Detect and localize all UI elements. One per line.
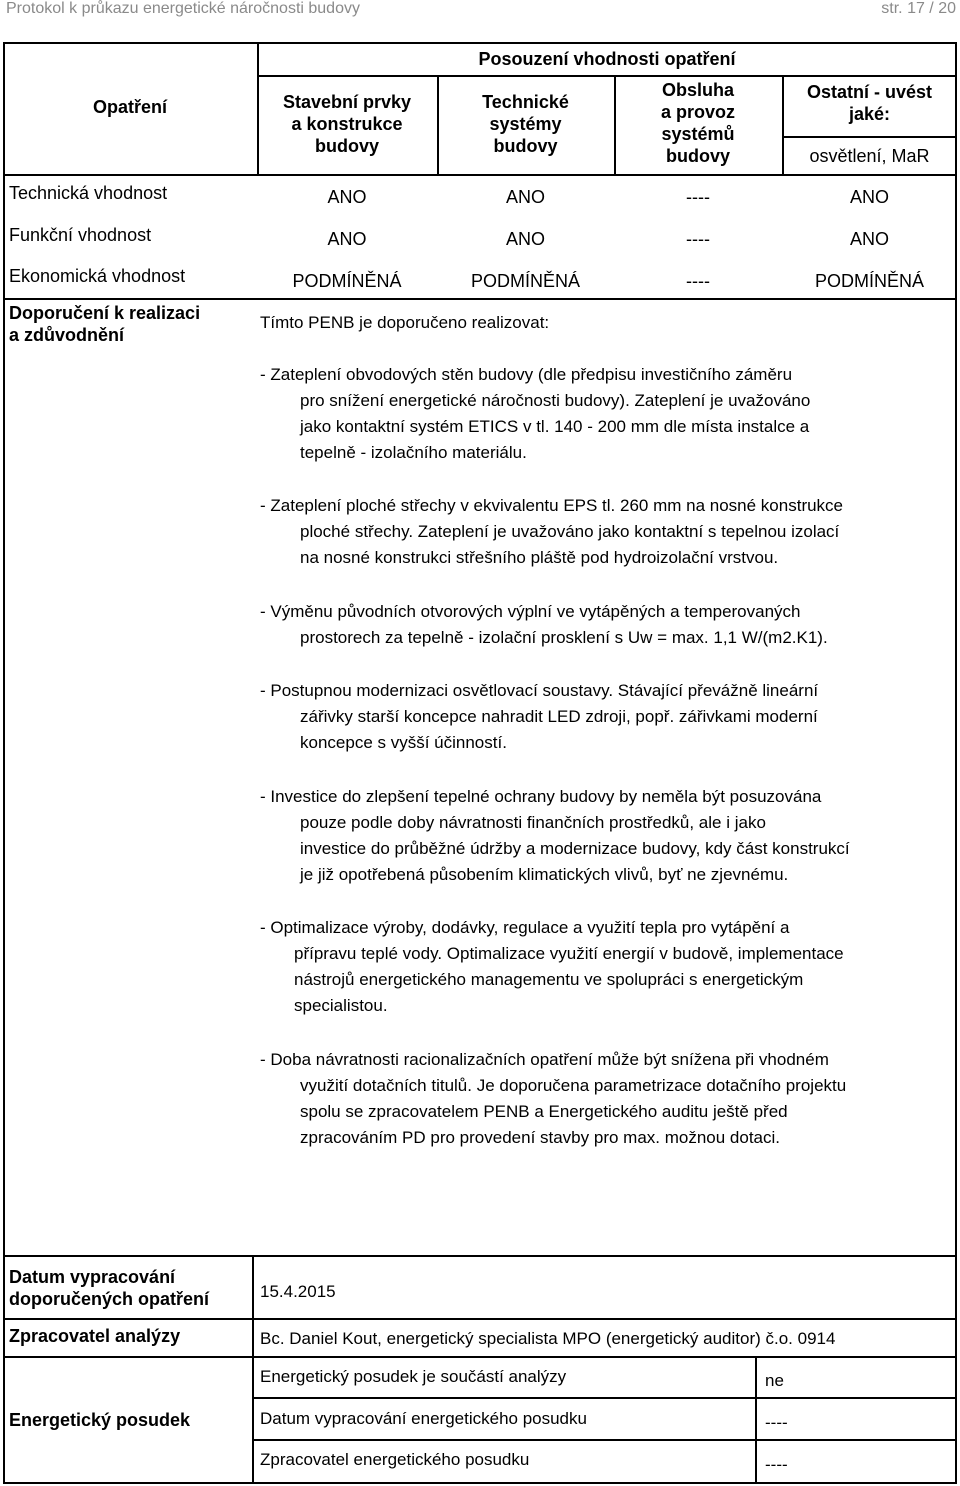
posudek-row-value: ---- xyxy=(765,1413,788,1432)
header-posouzeni: Posouzení vhodnosti opatření xyxy=(478,49,736,69)
recommendation-line: zářivky starší koncepce nahradit LED zdroji, popř. zářivkami moderní xyxy=(300,707,818,726)
posudek-row-value: ---- xyxy=(765,1455,788,1474)
recommendation-line: - Zateplení obvodových stěn budovy (dle předpisu investičního záměru xyxy=(260,365,793,384)
posudek-row-label: Datum vypracování energetického posudku xyxy=(260,1409,587,1428)
cell-value: ANO xyxy=(327,229,367,249)
recommendation-line: investice do průběžné údržby a modernizace budovy, kdy část konstrukcí xyxy=(300,839,850,858)
posudek-row-label: Energetický posudek je součástí analýzy xyxy=(260,1367,567,1386)
cell-value: ANO xyxy=(505,187,545,207)
header-line: budovy xyxy=(314,136,379,156)
header-line: Obsluha xyxy=(661,80,734,100)
header-line: budovy xyxy=(493,136,558,156)
row-label-ekonomicka: Ekonomická vhodnost xyxy=(9,266,186,286)
recommendation-line: ploché střechy. Zateplení je uvažováno jako kontaktní s tepelnou izolací xyxy=(300,522,840,541)
recommendation-line: - Optimalizace výroby, dodávky, regulace a využití tepla pro vytápění a xyxy=(260,918,790,937)
cell-value: ANO xyxy=(849,229,889,249)
header-technicke-systemy xyxy=(437,91,614,157)
cell-value: ---- xyxy=(686,187,710,207)
header-opatreni: Opatření xyxy=(92,97,167,117)
cell-value: ---- xyxy=(686,229,710,249)
recommendation-line: pouze podle doby návratnosti finančních prostředků, ale i jako xyxy=(300,813,766,832)
row-label-funkcni: Funkční vhodnost xyxy=(9,225,152,245)
cell-value: ANO xyxy=(849,187,889,207)
recommendation-line: - Výměnu původních otvorových výplní ve vytápěných a temperovaných xyxy=(260,602,801,621)
recommendation-line: - Postupnou modernizaci osvětlovací soustavy. Stávající převážně lineární xyxy=(260,681,819,700)
cell-value: ANO xyxy=(327,187,367,207)
recommendation-line: je již opotřebená působením klimatických vlivů, byť ne zjevnému. xyxy=(300,865,789,884)
recommendation-label xyxy=(9,302,200,346)
recommendation-line: nástrojů energetického managementu ve spolupráci s energetickým xyxy=(294,970,804,989)
recommendation-line: - Doba návratnosti racionalizačních opatření může být snížena při vhodném xyxy=(260,1050,829,1069)
header-line: Technické xyxy=(482,92,569,112)
recommendation-line: koncepce s vyšší účinností. xyxy=(300,733,507,752)
header-line: budovy xyxy=(665,146,730,166)
cell-value: PODMÍNĚNÁ xyxy=(292,271,402,291)
cell-value: ---- xyxy=(686,271,710,291)
label-line: Doporučení k realizaci xyxy=(9,303,201,323)
page-number: str. 17 / 20 xyxy=(881,0,956,17)
header-line: Ostatní - uvést xyxy=(806,82,933,102)
datum-value: 15.4.2015 xyxy=(260,1282,336,1301)
header-line: jaké: xyxy=(848,104,891,124)
recommendation-line: specialistou. xyxy=(294,996,388,1015)
document-title: Protokol k průkazu energetické náročnosti budovy xyxy=(6,0,360,17)
header-line: systémy xyxy=(489,114,562,134)
header-line: Stavební prvky xyxy=(282,92,412,112)
posudek-row-value: ne xyxy=(765,1371,784,1390)
row-label-technicka: Technická vhodnost xyxy=(9,183,168,203)
recommendation-line: - Investice do zlepšení tepelné ochrany budovy by neměla být posuzována xyxy=(260,787,822,806)
zpracovatel-label: Zpracovatel analýzy xyxy=(9,1326,181,1346)
recommendation-line: - Zateplení ploché střechy v ekvivalentu EPS tl. 260 mm na nosné konstrukce xyxy=(260,496,844,515)
recommendation-line: využití dotačních titulů. Je doporučena parametrizace dotačního projektu xyxy=(300,1076,847,1095)
recommendation-line: jako kontaktní systém ETICS v tl. 140 - 200 mm dle místa instalce a xyxy=(300,417,810,436)
cell-value: PODMÍNĚNÁ xyxy=(814,271,924,291)
label-line: a zdůvodnění xyxy=(9,325,125,345)
header-obsluha xyxy=(614,79,782,167)
header-line: a provoz xyxy=(660,102,735,122)
recommendation-line: na nosné konstrukci střešního pláště pod hydroizolační vrstvou. xyxy=(300,548,779,567)
header-ostatni-value: osvětlení, MaR xyxy=(809,146,930,166)
header-stavebni-prvky xyxy=(257,91,437,157)
zpracovatel-value: Bc. Daniel Kout, energetický specialista MPO (energetický auditor) č.o. 0914 xyxy=(260,1329,836,1348)
recommendation-line: tepelně - izolačního materiálu. xyxy=(300,443,527,462)
recommendation-line: pro snížení energetické náročnosti budovy). Zateplení je uvažováno xyxy=(300,391,811,410)
header-line: systémů xyxy=(661,124,735,144)
recommendation-intro: Tímto PENB je doporučeno realizovat: xyxy=(260,313,550,332)
posudek-label: Energetický posudek xyxy=(9,1410,191,1430)
header-line: a konstrukce xyxy=(291,114,403,134)
cell-value: PODMÍNĚNÁ xyxy=(470,271,580,291)
cell-value: ANO xyxy=(505,229,545,249)
posudek-row-label: Zpracovatel energetického posudku xyxy=(260,1450,530,1469)
recommendation-line: prostorech za tepelně - izolační prosklení s Uw = max. 1,1 W/(m2.K1). xyxy=(300,628,828,647)
recommendation-line: zpracováním PD pro provedení stavby pro max. možnou dotaci. xyxy=(300,1128,781,1147)
header-ostatni xyxy=(782,81,957,125)
label-line: doporučených opatření xyxy=(9,1289,210,1309)
recommendation-line: spolu se zpracovatelem PENB a Energetického auditu ještě před xyxy=(300,1102,788,1121)
datum-label xyxy=(9,1266,209,1310)
label-line: Datum vypracování xyxy=(9,1267,176,1287)
recommendation-line: přípravu teplé vody. Optimalizace využití energií v budově, implementace xyxy=(294,944,844,963)
